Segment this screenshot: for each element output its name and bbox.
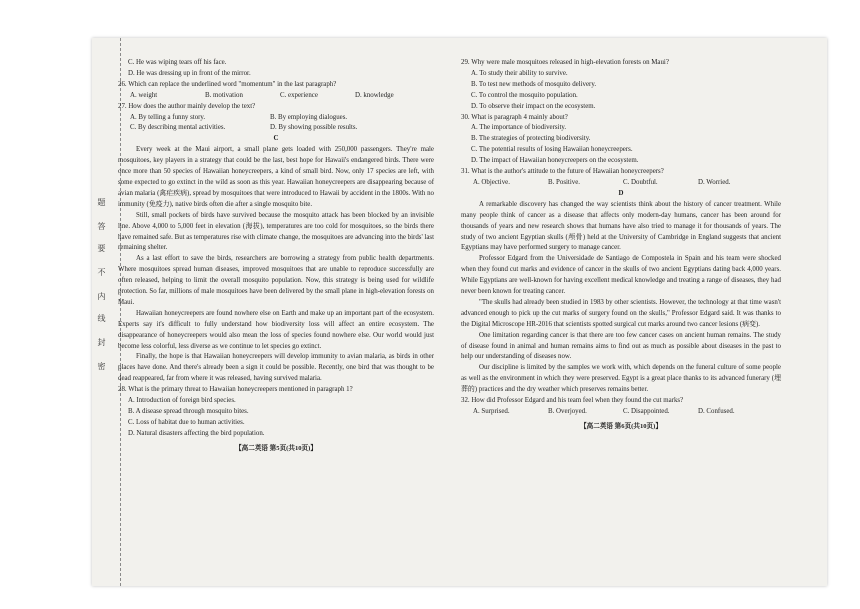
section-heading: D (618, 189, 624, 197)
q31-option: B. Positive. (548, 178, 580, 186)
q29-option-c: C. To control the mosquito population. (471, 91, 578, 99)
q26-option: B. motivation (205, 91, 243, 99)
q26-options (118, 91, 434, 102)
binding-mark: 不 (97, 268, 106, 276)
passage-paragraph: As a last effort to save the birds, researchers are borrowing a strategy from public health departments. Where mosquitoes spread human diseases, improved mosquitoes that are unable to reproduce successfully are often released, helping to limit the overall mosquito population. Now, this strategy is being used for wildlife protection. So far, millions of male mosquitoes have been delivered by the small plane in high-elevation forests on Maui. (118, 255, 434, 306)
q30-option-d: D. The impact of Hawaiian honeycreepers on the ecosystem. (471, 157, 639, 165)
passage-paragraph: A remarkable discovery has changed the way scientists think about the history of cancer treatment. While many people think of cancer as a disease that affects only modern-day humans, cancer has been around for thousands of years and new research shows that humans have also tried to manage it for thousands of years. The study of two ancient Egyptian skulls (颅骨) held at the University of Cambridge in England suggests that ancient Egyptians may have performed surgery to manage cancer. (461, 200, 781, 252)
binding-mark: 内 (97, 292, 106, 300)
q26-option: A. weight (130, 91, 158, 99)
q26-option: D. knowledge (355, 91, 394, 99)
question-29: 29. Why were male mosquitoes released in high-elevation forests on Maui? (461, 59, 669, 66)
passage-paragraph: Professor Edgard from the Universidade de Santiago de Compostela in Spain and his team were shocked when they found cut marks and evidence of cancer in the skulls of two ancient Egyptians dating back 4,000 years. While Egyptians are well-known for having excellent medical knowledge and treating a range of diseases, they had never been known for treating cancer. (461, 255, 781, 296)
q32-option: C. Disappointed. (623, 408, 670, 415)
q32-options (461, 407, 781, 418)
binding-mark: 答 (97, 222, 106, 230)
passage-paragraph: Our discipline is limited by the samples we work with, which depends on the funeral culture of some people as well as the environment in which they were preserved. Egypt is a great place thanks to its advanced funerary (埋葬的) practices and the dry weather which preserves remains better. (461, 364, 781, 394)
q27-option: A. By telling a funny story. (130, 113, 206, 121)
binding-mark: 密 (97, 362, 106, 370)
left-column (118, 58, 434, 455)
q30-option-a: A. The importance of biodiversity. (471, 124, 567, 132)
q28-option-d: D. Natural disasters affecting the bird population. (128, 429, 265, 437)
binding-mark: 封 (97, 338, 106, 346)
question-27: 27. How does the author mainly develop the text? (118, 102, 256, 110)
q29-option-d: D. To observe their impact on the ecosystem. (471, 102, 596, 110)
q27-options-row2 (118, 123, 434, 134)
question-31: 31. What is the author's attitude to the future of Hawaiian honeycreepers? (461, 168, 664, 176)
right-column (461, 58, 781, 433)
q32-option: D. Confused. (698, 408, 735, 415)
page-footer: 【高二英语 第6页(共10页)】 (580, 422, 662, 430)
q27-option: D. By showing possible results. (270, 124, 358, 132)
section-heading: C (273, 135, 279, 143)
binding-mark: 线 (97, 314, 106, 322)
q28-option-a: A. Introduction of foreign bird species. (128, 397, 236, 405)
q27-option: C. By describing mental activities. (130, 124, 226, 132)
binding-mark: 题 (97, 198, 106, 206)
q31-options (461, 178, 781, 189)
passage-paragraph: Still, small pockets of birds have survived because the mosquito attack has been blocked by an invisible line. Above 4,000 to 5,000 feet in elevation (海拔), temperatures are too cold for mosquitoes, so the birds there have remained safe. But as temperatures rise with climate change, the mosquitoes are advancing into the birds' last remaining shelter. (118, 211, 435, 252)
passage-paragraph: One limitation regarding cancer is that there are too few cancer cases on ancient human remains. The study of disease found in animal and human remains aims to find out as much as possible about diseases in the past to help our understanding of diseases now. (461, 331, 781, 361)
binding-margin (92, 38, 121, 586)
q25-option-c: C. He was wiping tears off his face. (128, 59, 227, 66)
q29-option-a: A. To study their ability to survive. (471, 69, 568, 77)
passage-paragraph: Finally, the hope is that Hawaiian honeycreepers will develop immunity to avian malaria, as birds in other places have done. And there's already been a sign it could be possible. Recently, one bird that was thought to be dead reappeared, far from where it was released, having survived malaria. (118, 353, 434, 383)
q30-option-b: B. The strategies of protecting biodiversity. (471, 135, 591, 143)
q32-option: B. Overjoyed. (548, 408, 587, 415)
passage-paragraph: Every week at the Maui airport, a small plane gets loaded with 250,000 passengers. They're male mosquitoes, key players in a strategy that could be the last, best hope for Hawaii's endangered birds. There were once more than 50 species of Hawaiian honeycreepers, a kind of small bird. Now, only 17 species are left, with some expected to go extinct in the wild as soon as this year. Hawaiian honeycreepers are disappearing because of avian malaria (禽疟疾病), spread by mosquitoes that were introduced to Hawaii by accident in the 1800s. With no immunity (免疫力), native birds often die after a single mosquito bite. (118, 146, 434, 208)
passage-paragraph: "The skulls had already been studied in 1983 by other scientists. However, the technology at that time wasn't advanced enough to pick up the cut marks of surgery found on the skulls," Professor Edgard said. It was thanks to the Digital Microscope HR-2016 that scientists spotted surgical cut marks around two cancer lesions (病变). (461, 298, 781, 328)
question-28: 28. What is the primary threat to Hawaiian honeycreepers mentioned in paragraph 1? (118, 386, 353, 394)
page-footer: 【高二英语 第5页(共10页)】 (235, 444, 317, 452)
q28-option-c: C. Loss of habitat due to human activities. (128, 418, 245, 426)
q27-options-row1 (118, 113, 434, 124)
q27-option: B. By employing dialogues. (270, 113, 348, 121)
question-32: 32. How did Professor Edgard and his team feel when they found the cut marks? (461, 397, 684, 405)
q29-option-b: B. To test new methods of mosquito delivery. (471, 80, 597, 88)
q32-option: A. Surprised. (473, 408, 510, 415)
binding-mark: 要 (97, 244, 106, 252)
passage-paragraph: Hawaiian honeycreepers are found nowhere else on Earth and make up an important part of the ecosystem. Experts say it's difficult to fully understand how biodiversity loss will affect an entire ecosystem. The disappearance of honeycreepers would also mean the loss of species found nowhere else. Our world would just become less colorful, less diverse as we continue to let species go extinct. (118, 309, 434, 350)
q28-option-b: B. A disease spread through mosquito bites. (128, 408, 249, 415)
q31-option: D. Worried. (698, 178, 731, 186)
q30-option-c: C. The potential results of losing Hawaiian honeycreepers. (471, 146, 633, 154)
q26-option: C. experience (280, 91, 318, 99)
q31-option: C. Doubtful. (623, 178, 658, 186)
question-30: 30. What is paragraph 4 mainly about? (461, 113, 568, 121)
question-26: 26. Which can replace the underlined word "momentum" in the last paragraph? (118, 80, 337, 88)
q31-option: A. Objective. (473, 178, 510, 186)
q25-option-d: D. He was dressing up in front of the mirror. (128, 69, 251, 77)
